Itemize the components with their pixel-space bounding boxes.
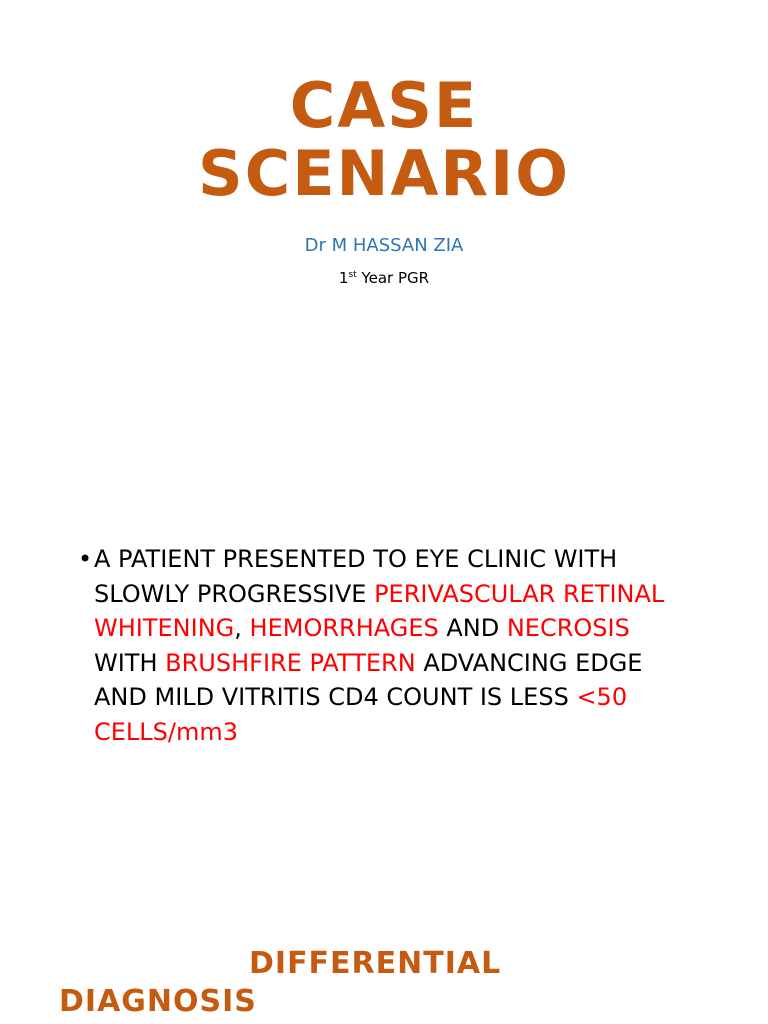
- case-text-segment: A PATIENT PRESENTED TO EYE CLINIC WITH SLOWLY PROGRESSIVE: [94, 545, 618, 608]
- subtitle-ordinal: 1: [338, 269, 349, 287]
- case-description: [94, 542, 698, 749]
- differential-heading-line-2: DIAGNOSIS: [59, 984, 257, 1019]
- highlighted-term: <50 CELLS/mm3: [94, 683, 628, 746]
- slide-title: [0, 69, 768, 210]
- highlighted-term: NECROSIS: [506, 614, 630, 642]
- subtitle-text: Year PGR: [356, 269, 430, 287]
- bullet-dot-icon: •: [78, 545, 93, 573]
- case-text-segment: WITH: [94, 648, 166, 677]
- title-line-2: SCENARIO: [198, 137, 570, 210]
- case-text-segment: AND: [438, 614, 507, 642]
- author-name: Dr M HASSAN ZIA: [304, 235, 464, 256]
- title-line-1: CASE: [289, 69, 479, 142]
- author-subtitle: [0, 268, 768, 288]
- subtitle-ordinal-suffix: st: [348, 270, 357, 280]
- differential-heading-line-1: DIFFERENTIAL: [249, 946, 502, 981]
- highlighted-term: BRUSHFIRE PATTERN: [165, 648, 416, 677]
- case-bullet: [78, 542, 698, 749]
- case-text-segment: ,: [234, 614, 250, 642]
- highlighted-term: HEMORRHAGES: [249, 614, 439, 642]
- case-text-segment: ADVANCING EDGE AND MILD VITRITIS CD4 COUNT IS LESS: [94, 648, 643, 711]
- highlighted-term: PERIVASCULAR RETINAL WHITENING: [94, 579, 665, 642]
- bullet-row: [78, 542, 698, 749]
